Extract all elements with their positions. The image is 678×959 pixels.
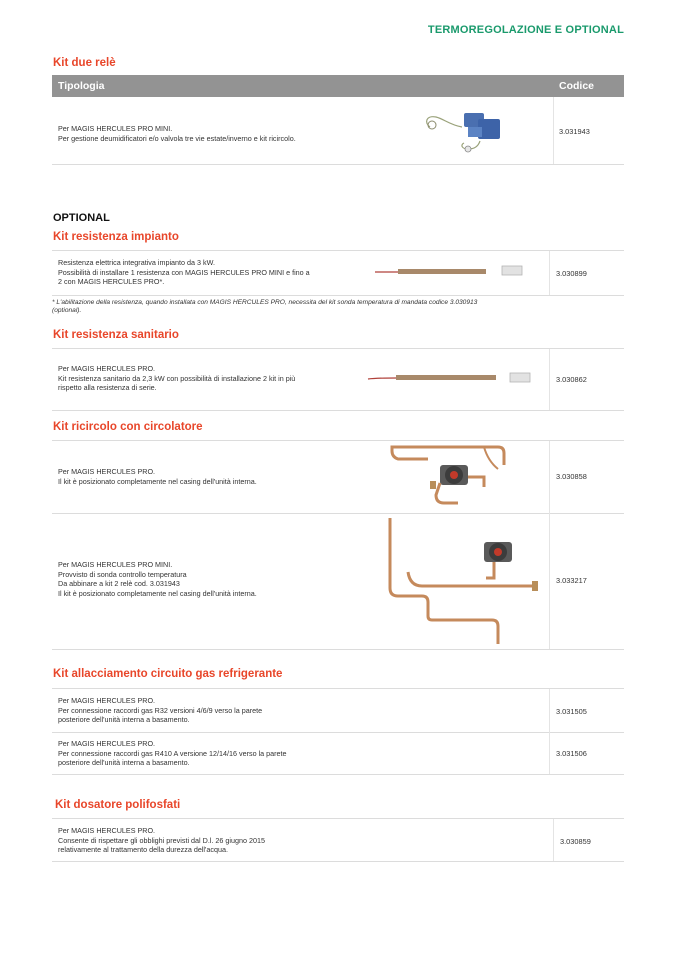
section-title-kit-ricircolo: Kit ricircolo con circolatore xyxy=(53,421,203,433)
row-description: Per MAGIS HERCULES PRO. Il kit è posizionato completamente nel casing dell'unità interna. xyxy=(58,467,257,486)
row-code: 3.033217 xyxy=(556,576,587,585)
heating-element-image xyxy=(372,263,532,283)
table-row xyxy=(52,348,624,411)
row-description: Per MAGIS HERCULES PRO MINI. Provvisto di sonda controllo temperatura Da abbinare a kit 2 relè cod. 3.031943 Il kit è posizionato completamente nel casing dell'unità interna. xyxy=(58,560,257,598)
recirculation-kit-image xyxy=(388,443,512,511)
section-title-kit-resistenza-impianto: Kit resistenza impianto xyxy=(53,231,179,243)
recirculation-kit-mini-image xyxy=(382,516,542,648)
table-row xyxy=(52,250,624,296)
section-title-kit-due-rele: Kit due relè xyxy=(53,57,116,69)
table-row xyxy=(52,440,624,514)
row-description: Per MAGIS HERCULES PRO. Per connessione raccordi gas R32 versioni 4/6/9 verso la parete posteriore dell'unità interna a basamento. xyxy=(58,696,263,725)
row-description: Per MAGIS HERCULES PRO. Kit resistenza sanitario da 2,3 kW con possibilità di installazione 2 kit in più rispetto alla resistenza di serie. xyxy=(58,364,296,393)
table-row xyxy=(52,97,624,165)
table-row xyxy=(52,512,624,650)
row-code: 3.030858 xyxy=(556,472,587,481)
footnote: * L'abilitazione della resistenza, quando installata con MAGIS HERCULES PRO, necessita del kit sonda temperatura di mandata codice 3.030913 (optional). xyxy=(52,299,478,314)
row-description: Resistenza elettrica integrativa impianto da 3 kW. Possibilità di installare 1 resistenza con MAGIS HERCULES PRO MINI e fino a 2 con MAGIS HERCULES PRO*. xyxy=(58,258,310,287)
section-title-kit-resistenza-sanitario: Kit resistenza sanitario xyxy=(53,329,179,341)
table-row xyxy=(52,731,624,775)
column-header-tipologia: Tipologia xyxy=(58,80,105,92)
row-description: Per MAGIS HERCULES PRO MINI. Per gestione deumidificatori e/o valvola tre vie estate/inverno e kit ricircolo. xyxy=(58,124,296,143)
heating-element-image xyxy=(366,369,536,389)
optional-heading: OPTIONAL xyxy=(53,212,110,224)
table-row xyxy=(52,818,624,862)
row-code: 3.030899 xyxy=(556,269,587,278)
row-code: 3.031943 xyxy=(559,127,590,136)
column-header-codice: Codice xyxy=(559,80,595,92)
section-title-kit-allacciamento: Kit allacciamento circuito gas refrigerante xyxy=(53,668,283,680)
row-description: Per MAGIS HERCULES PRO. Per connessione raccordi gas R410 A versione 12/14/16 verso la parete posteriore dell'unità interna a basamento. xyxy=(58,739,287,768)
row-code: 3.031506 xyxy=(556,749,587,758)
relay-kit-image xyxy=(422,105,512,155)
row-code: 3.030862 xyxy=(556,375,587,384)
section-title-kit-dosatore: Kit dosatore polifosfati xyxy=(55,799,181,811)
table-row xyxy=(52,688,624,733)
row-description: Per MAGIS HERCULES PRO. Consente di rispettare gli obblighi previsti dal D.l. 26 giugno 2015 relativamente al trattamento della durezza dell'acqua. xyxy=(58,826,265,855)
row-code: 3.030859 xyxy=(560,837,591,846)
table-header xyxy=(52,75,624,97)
page-header-title: TERMOREGOLAZIONE E OPTIONAL xyxy=(427,24,624,36)
row-code: 3.031505 xyxy=(556,707,587,716)
